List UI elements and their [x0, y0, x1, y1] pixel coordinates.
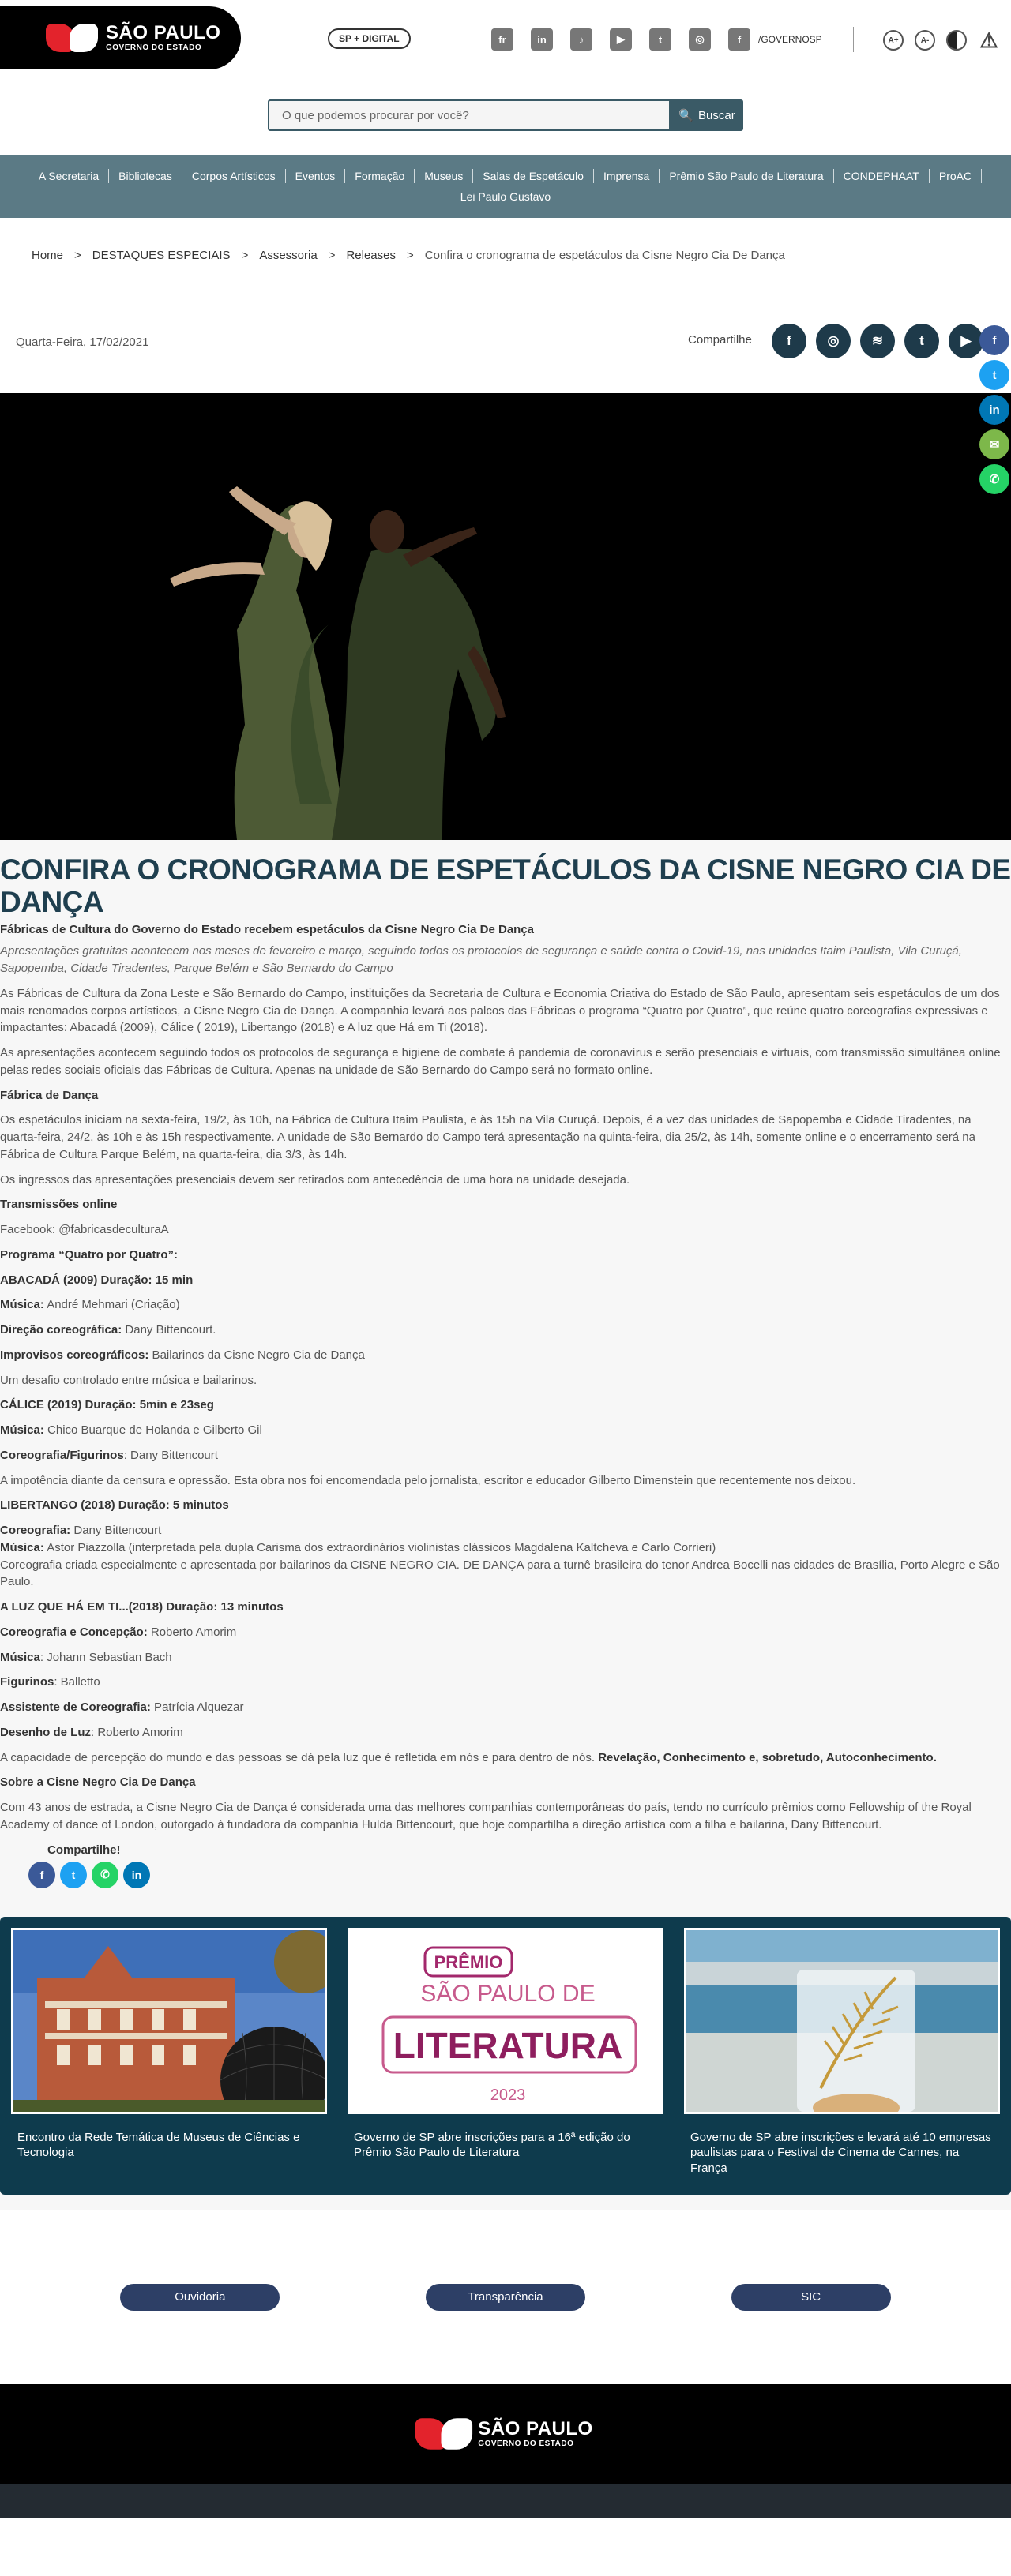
breadcrumb-releases[interactable]: Releases: [346, 248, 396, 262]
article-paragraph: Com 43 anos de estrada, a Cisne Negro Cia de Dança é considerada uma das melhores companhias contemporâneas do país, tendo no currículo prêmios como Fellowship of the Royal Academy of dance of London, outorgado à fundadora da companhia Hulda Bittencourt, que hoje compartilha a direção artística com a filha e bailarina, Dany Bittencourt.: [0, 1801, 972, 1832]
nav-condephaat[interactable]: CONDEPHAAT: [834, 169, 930, 183]
search-button-label: Buscar: [698, 108, 735, 122]
piece-description: A capacidade de percepção do mundo e das pessoas se dá pela luz que é refletida em nós e para dentro de nós.: [0, 1750, 599, 1764]
news-card-caption: Encontro da Rede Temática de Museus de Ciências e Tecnologia: [17, 2130, 300, 2160]
facebook-icon[interactable]: f: [979, 325, 1009, 355]
prize-line4: 2023: [490, 2086, 526, 2104]
instagram-icon[interactable]: ◎: [816, 324, 851, 358]
share-label: Compartilhe: [688, 333, 752, 347]
news-card[interactable]: [684, 1928, 1000, 2195]
hero-image: [0, 393, 1011, 840]
piece-description: Um desafio controlado entre música e bailarinos.: [0, 1373, 257, 1387]
piece-title: CÁLICE (2019) Duração: 5min e 23seg: [0, 1398, 214, 1412]
nav-museus[interactable]: Museus: [415, 169, 473, 183]
sp-digital-button[interactable]: SP + DIGITAL: [328, 28, 411, 49]
twitter-icon[interactable]: t: [60, 1862, 87, 1888]
nav-eventos[interactable]: Eventos: [286, 169, 346, 183]
section-heading: Sobre a Cisne Negro Cia De Dança: [0, 1775, 196, 1790]
piece-description: Coreografia criada especialmente e apresentada por bailarinos da CISNE NEGRO CIA. DE DANÇA para a turnê brasileira do tenor Andrea Bocelli nas cidades de Brasília, Porto Alegre e São Paulo.: [0, 1558, 1000, 1589]
ouvidoria-button[interactable]: Ouvidoria: [120, 2284, 280, 2311]
article-paragraph: Os ingressos das apresentações presenciais devem ser retirados com antecedência de uma hora na unidade desejada.: [0, 1172, 630, 1187]
chevron-right-icon: >: [74, 248, 81, 262]
sic-button[interactable]: SIC: [731, 2284, 891, 2311]
twitter-icon[interactable]: t: [649, 28, 671, 51]
sp-logo-mark: [415, 2418, 476, 2450]
flickr-icon[interactable]: fr: [491, 28, 513, 51]
footer-logo[interactable]: SÃO PAULO GOVERNO DO ESTADO: [478, 2417, 593, 2448]
piece-title: ABACADÁ (2009) Duração: 15 min: [0, 1273, 194, 1287]
chevron-right-icon: >: [328, 248, 336, 262]
header-social: [491, 28, 822, 51]
search-input[interactable]: [268, 99, 671, 131]
search-icon: 🔍: [678, 109, 693, 122]
article-body: CONFIRA O CRONOGRAMA DE ESPETÁCULOS DA CISNE NEGRO CIA DE DANÇA Fábricas de Cultura do Governo do Estado recebem espetáculos da Cisne Negro Cia De Dança Apresentações gratuitas acontecem nos meses de fevereiro e março, seguindo todos os protocolos de segurança e saúde contra o Covid-19, nas unidades Itaim Paulista, Vila Curuçá, Sapopemba, Cidade Tiradentes, Parque Belém e São Bernardo do Campo As Fábricas de Cultura da Zona Leste e São Bernardo do Campo, instituições da Secretaria de Cultura e Economia Criativa do Estado de São Paulo, apresentam seis espetáculos de um dos mais renomados corpos artísticos, a Cisne Negro Cia de Dança. A companhia levará aos palcos das Fábricas o programa “Quatro por Quatro”, que reúne quatro coreografias expressivas e impactantes: Abacadá (2009), Cálice ( 2019), Libertango (2018) e A luz que Há em Ti (2018). As apresentações acontecem seguindo todos os protocolos de segurança e higiene de combate à pandemia de coronavírus e serão presenciais e virtuais, com transmissão simultânea online pelas redes sociais oficiais das Fábricas de Cultura. Apenas na unidade de São Bernardo do Campo será no formato online. Fábrica de Dança Os espetáculos iniciam na sexta-feira, 19/2, às 10h, na Fábrica de Cultura Itaim Paulista, e às 15h na Vila Curuçá. Depois, é a vez das unidades de Sapopemba e Cidade Tiradentes, na quarta-feira, 24/2, às 10h e às 15h respectivamente. A unidade de São Bernardo do Campo terá apresentação na quinta-feira, dia 25/2, às 14h, somente online e o encerramento será na Fábrica de Cultura Parque Belém, na quarta-feira, dia 3/3, às 14h. Os ingressos das apresentações presenciais devem ser retirados com antecedência de uma hora na unidade desejada. Transmissões online Facebook: @fabricasdeculturaA Programa “Quatro por Quatro”: ABACADÁ (2009) Duração: 15 min Música: André Mehmari (Criação) Direção coreográfica: Dany Bittencourt. Improvisos coreográficos: Bailarinos da Cisne Negro Cia de Dança Um desafio controlado entre música e bailarinos. CÁLICE (2019) Duração: 5min e 23seg Música: Chico Buarque de Holanda e Gilberto Gil Coreografia/Figurinos: Dany Bittencourt A impotência diante da censura e opressão. Esta obra nos foi encomendada pelo jornalista, escritor e educador Gilberto Dimenstein que recentemente nos deixou. LIBERTANGO (2018) Duração: 5 minutos Coreografia: Dany Bittencourt Música: Astor Piazzolla (interpretada pela dupla Carisma dos extraordinários violinistas clássicos Magdalena Kaltcheva e Carlo Corrieri) Coreografia criada especialmente e apresentada por bailarinos da CISNE NEGRO CIA. DE DANÇA para a turnê brasileira do tenor Andrea Bocelli nas cidades de Brasília, Porto Alegre e São Paulo. A LUZ QUE HÁ EM TI...(2018) Duração: 13 minutos Coreografia e Concepção: Roberto Amorim Música: Johann Sebastian Bach Figurinos: Balletto Assistente de Coreografia: Patrícia Alquezar Desenho de Luz: Roberto Amorim A capacidade de percepção do mundo e das pessoas se dá pela luz que é refletida em nós e para dentro de nós. Revelação, Conhecimento e, sobretudo, Autoconhecimento. Sobre a Cisne Negro Cia De Dança Com 43 anos de estrada, a Cisne Negro Cia de Dança é considerada uma das melhores companhias contemporâneas do país, tendo no currículo prêmios como Fellowship of the Royal Academy of dance of London, outorgado à fundadora da companhia Hulda Bittencourt, que hoje compartilha a direção artística com a filha e bailarina, Dany Bittencourt. Compartilhe! f t ✆ in Encontro da Rede Temática de Museus de Ciências e Tecnologia PRÊMIO SÃO PAULO DE LITERATURA 2023 Governo de SP abre inscrições para a 16ª edição do Prêmio São Paulo de Literatura Governo de SP abre inscrições e levará até 10 empresas paulistas para o Festival de Cinema de Cannes, na França: [0, 840, 1011, 2210]
search-bar: [0, 76, 1011, 155]
section-heading: Fábrica de Dança: [0, 1088, 99, 1102]
news-card[interactable]: [348, 1928, 663, 2195]
nav-corpos-artisticos[interactable]: Corpos Artísticos: [182, 169, 286, 183]
news-card[interactable]: [11, 1928, 327, 2195]
piece-title: LIBERTANGO (2018) Duração: 5 minutos: [0, 1498, 229, 1513]
whatsapp-icon[interactable]: ✆: [979, 464, 1009, 494]
sp-logo[interactable]: [0, 6, 241, 69]
linkedin-icon[interactable]: in: [123, 1862, 150, 1888]
sp-logo-mark: [46, 24, 101, 52]
publish-date: Quarta-Feira, 17/02/2021: [16, 336, 149, 349]
facebook-icon[interactable]: f: [728, 28, 750, 51]
footer-bar: [0, 2484, 1011, 2518]
facebook-handle: Facebook: @fabricasdeculturaA: [0, 1223, 169, 1237]
accessibility-tools: [883, 30, 1000, 51]
youtube-icon[interactable]: ▶: [610, 28, 632, 51]
piece-title: A LUZ QUE HÁ EM TI...(2018) Duração: 13 minutos: [0, 1600, 284, 1614]
social-handle[interactable]: /GOVERNOSP: [758, 34, 822, 45]
youtube-icon[interactable]: ▶: [949, 324, 983, 358]
header-divider: [853, 27, 854, 52]
nav-premio-literatura[interactable]: Prêmio São Paulo de Literatura: [660, 169, 833, 183]
facebook-icon[interactable]: f: [28, 1862, 55, 1888]
instagram-icon[interactable]: ◎: [689, 28, 711, 51]
search-button[interactable]: [671, 99, 743, 131]
site-header: [0, 0, 1011, 76]
tiktok-icon[interactable]: ♪: [570, 28, 592, 51]
dancers-photo: [0, 393, 1011, 840]
related-news: [0, 1917, 1011, 2195]
article-subtitle: Fábricas de Cultura do Governo do Estado recebem espetáculos da Cisne Negro Cia De Dança: [0, 923, 535, 937]
breadcrumb-current: Confira o cronograma de espetáculos da Cisne Negro Cia De Dança: [424, 248, 785, 262]
article-paragraph: As apresentações acontecem seguindo todos os protocolos de segurança e higiene de combate à pandemia de coronavírus e serão presenciais e virtuais, com transmissão simultânea online pelas redes sociais oficiais das Fábricas de Cultura. Apenas na unidade de São Bernardo do Campo será no formato online.: [0, 1046, 1001, 1077]
share-icons: [772, 324, 983, 358]
twitter-icon[interactable]: t: [904, 324, 939, 358]
nav-formacao[interactable]: Formação: [345, 169, 415, 183]
linkedin-icon[interactable]: in: [531, 28, 553, 51]
breadcrumb-destaques[interactable]: DESTAQUES ESPECIAIS: [92, 248, 231, 262]
floating-share-bar: [979, 325, 1009, 494]
email-icon[interactable]: ✉: [979, 429, 1009, 459]
nav-bibliotecas[interactable]: Bibliotecas: [109, 169, 182, 183]
contrast-icon[interactable]: [946, 30, 967, 51]
logo-line2: GOVERNO DO ESTADO: [106, 43, 202, 52]
section-heading: Transmissões online: [0, 1198, 118, 1212]
breadcrumb: [0, 218, 1011, 292]
facebook-icon[interactable]: f: [772, 324, 806, 358]
news-card-caption: Governo de SP abre inscrições para a 16ª edição do Prêmio São Paulo de Literatura: [354, 2130, 630, 2160]
breadcrumb-assessoria[interactable]: Assessoria: [259, 248, 318, 262]
twitter-icon[interactable]: t: [979, 360, 1009, 390]
news-card-image: [11, 1928, 327, 2114]
main-nav: [0, 155, 1011, 218]
whatsapp-icon[interactable]: ✆: [92, 1862, 118, 1888]
article-paragraph: As Fábricas de Cultura da Zona Leste e São Bernardo do Campo, instituições da Secretaria de Cultura e Economia Criativa do Estado de São Paulo, apresentam seis espetáculos de um dos mais renomados corpos artísticos, a Cisne Negro Cia de Dança. A companhia levará aos palcos das Fábricas o programa “Quatro por Quatro”, que reúne quatro coreografias expressivas e impactantes: Abacadá (2009), Cálice ( 2019), Libertango (2018) e A luz que Há em Ti (2018).: [0, 986, 1000, 1035]
prize-line2: SÃO PAULO DE: [420, 1980, 596, 2007]
font-decrease-button[interactable]: A-: [915, 30, 935, 51]
warning-icon[interactable]: ⚠: [979, 28, 998, 52]
spotify-icon[interactable]: ≋: [860, 324, 895, 358]
share-bottom-label: Compartilhe!: [47, 1843, 121, 1857]
article-lead: Apresentações gratuitas acontecem nos meses de fevereiro e março, seguindo todos os protocolos de segurança e saúde contra o Covid-19, nas unidades Itaim Paulista, Vila Curuçá, Sapopemba, Cidade Tiradentes, Parque Belém e São Bernardo do Campo: [0, 944, 962, 976]
footer-links: [0, 2210, 1011, 2384]
article-paragraph: Os espetáculos iniciam na sexta-feira, 19/2, às 10h, na Fábrica de Cultura Itaim Paulista, e às 15h na Vila Curuçá. Depois, é a vez das unidades de Sapopemba e Cidade Tiradentes, na quarta-feira, 24/2, às 10h e às 15h respectivamente. A unidade de São Bernardo do Campo terá apresentação na quinta-feira, dia 25/2, às 14h, somente online e o encerramento será na Fábrica de Cultura Parque Belém, na quarta-feira, dia 3/3, às 14h.: [0, 1113, 975, 1161]
nav-lei-paulo-gustavo[interactable]: Lei Paulo Gustavo: [460, 190, 551, 203]
breadcrumb-home[interactable]: Home: [32, 248, 64, 262]
news-card-image: [348, 1928, 663, 2114]
article-meta: [0, 292, 1011, 393]
nav-imprensa[interactable]: Imprensa: [594, 169, 660, 183]
linkedin-icon[interactable]: in: [979, 395, 1009, 425]
nav-proac[interactable]: ProAC: [930, 169, 982, 183]
transparencia-button[interactable]: Transparência: [426, 2284, 585, 2311]
news-card-caption: Governo de SP abre inscrições e levará até 10 empresas paulistas para o Festival de Cinema de Cannes, na França: [690, 2130, 991, 2175]
site-footer: [0, 2384, 1011, 2484]
section-heading: Programa “Quatro por Quatro”:: [0, 1247, 179, 1262]
article-title: CONFIRA O CRONOGRAMA DE ESPETÁCULOS DA CISNE NEGRO CIA DE DANÇA: [0, 853, 1011, 918]
piece-description: A impotência diante da censura e opressão. Esta obra nos foi encomendada pelo jornalista, escritor e educador Gilberto Dimenstein que recentemente nos deixou.: [0, 1473, 856, 1487]
prize-line3: LITERATURA: [393, 2024, 623, 2066]
nav-a-secretaria[interactable]: A Secretaria: [29, 169, 109, 183]
prize-line1: PRÊMIO: [434, 1952, 503, 1972]
chevron-right-icon: >: [241, 248, 249, 262]
logo-line1: SÃO PAULO: [106, 22, 221, 43]
font-increase-button[interactable]: A+: [883, 30, 904, 51]
nav-salas-de-espetaculo[interactable]: Salas de Espetáculo: [473, 169, 594, 183]
bottom-share: [0, 1843, 1011, 1888]
news-card-image: [684, 1928, 1000, 2114]
chevron-right-icon: >: [407, 248, 414, 262]
